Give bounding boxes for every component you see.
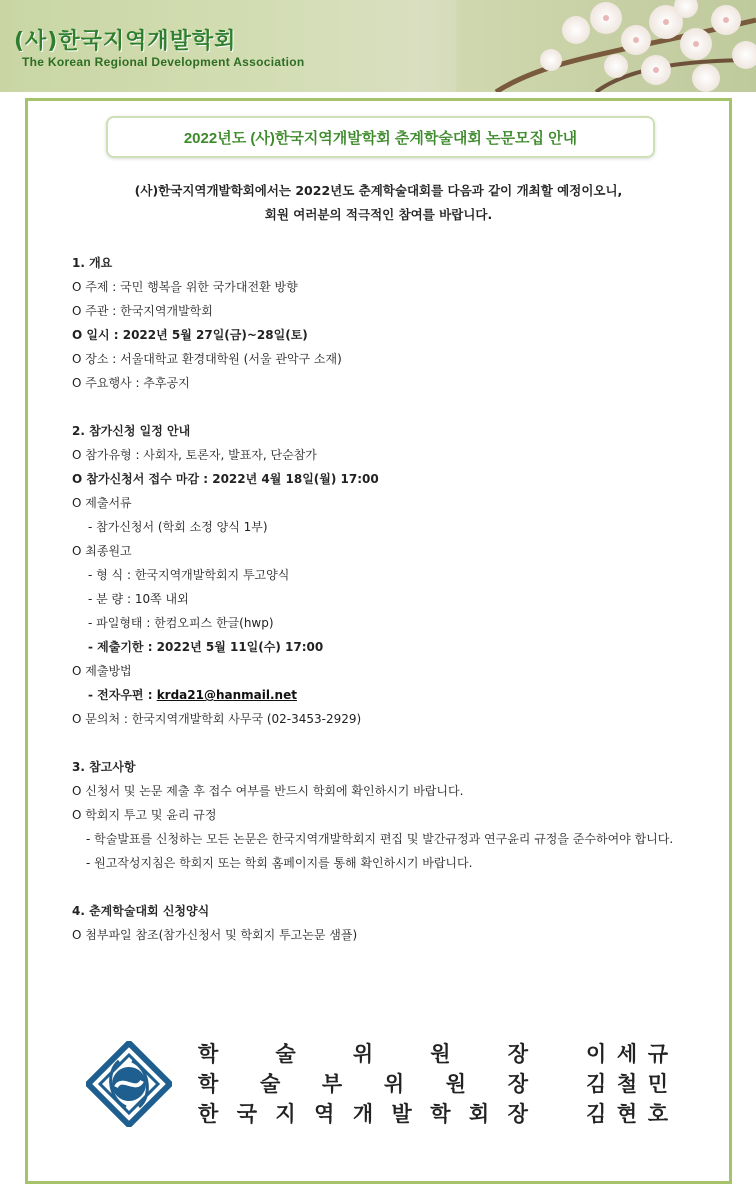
notice-content xyxy=(72,251,702,947)
documents-item: - 참가신청서 (학회 소정 양식 1부) xyxy=(88,520,268,534)
signature-name xyxy=(586,1098,668,1128)
signature-role-char: 학 xyxy=(198,1072,219,1096)
deadline-line: O 참가신청서 접수 마감 : 2022년 4월 18일(월) 17:00 xyxy=(72,472,379,486)
signature-role-char: 발 xyxy=(391,1102,412,1126)
host-line: O 주관 : 한국지역개발학회 xyxy=(72,304,213,318)
section-2-heading: 2. 참가신청 일정 안내 xyxy=(72,424,191,438)
signature-role-char: 장 xyxy=(507,1042,528,1066)
documents-line: O 제출서류 xyxy=(72,496,132,510)
signature-role-char: 위 xyxy=(383,1072,405,1096)
signature-name-char: 호 xyxy=(647,1102,668,1126)
rule-1-line: - 학술발표를 신청하는 모든 논문은 한국지역개발학회지 편집 및 발간규정과 연구윤리 규정을 준수하여야 합니다. xyxy=(86,832,674,846)
contact-line: O 문의처 : 한국지역개발학회 사무국 (02-3453-2929) xyxy=(72,712,362,726)
org-title: (사)한국지역개발학회 xyxy=(14,29,237,54)
length-line: - 분 량 : 10쪽 내외 xyxy=(88,592,189,606)
date-line: O 일시 : 2022년 5월 27일(금)~28일(토) xyxy=(72,328,308,342)
participation-types-line: O 참가유형 : 사회자, 토론자, 발표자, 단순참가 xyxy=(72,448,317,462)
signature-role xyxy=(198,1098,528,1128)
signature-role-char: 원 xyxy=(430,1042,451,1066)
signature-name-char: 현 xyxy=(616,1102,638,1126)
signature-row-3 xyxy=(198,1098,668,1128)
signature-role-char: 장 xyxy=(507,1102,528,1126)
signature-role-char: 술 xyxy=(275,1042,296,1066)
main-event-line: O 주요행사 : 추후공지 xyxy=(72,376,190,390)
rule-2-line: - 원고작성지침은 학회지 또는 학회 홈페이지를 통해 확인하시기 바랍니다. xyxy=(86,856,473,870)
email-label: - 전자우편 : xyxy=(88,688,157,702)
signature-name-char: 김 xyxy=(586,1102,607,1126)
signature-name-char: 이 xyxy=(586,1042,607,1066)
format-line: - 형 식 : 한국지역개발학회지 투고양식 xyxy=(88,568,290,582)
filetype-line: - 파일형태 : 한컴오피스 한글(hwp) xyxy=(88,616,274,630)
ethics-line: O 학회지 투고 및 윤리 규정 xyxy=(72,808,217,822)
email-line xyxy=(72,683,702,707)
attachment-line: O 첨부파일 참조(참가신청서 및 학회지 투고논문 샘플) xyxy=(72,928,358,942)
association-seal-icon xyxy=(86,1041,172,1127)
signature-name-char: 김 xyxy=(586,1072,607,1096)
notice-frame xyxy=(25,98,732,1184)
signature-name-char: 철 xyxy=(616,1072,638,1096)
section-1-heading: 1. 개요 xyxy=(72,256,113,270)
venue-line: O 장소 : 서울대학교 환경대학원 (서울 관악구 소재) xyxy=(72,352,342,366)
signature-role-char: 위 xyxy=(352,1042,374,1066)
signature-name xyxy=(586,1068,668,1098)
confirm-line: O 신청서 및 논문 제출 후 접수 여부를 반드시 학회에 확인하시기 바랍니다. xyxy=(72,784,464,798)
signature-row-2 xyxy=(198,1068,668,1098)
section-3-heading: 3. 참고사항 xyxy=(72,760,136,774)
theme-line: O 주제 : 국민 행복을 위한 국가대전환 방향 xyxy=(72,280,298,294)
signature-role-char: 개 xyxy=(352,1102,374,1126)
signature-role-char: 장 xyxy=(507,1072,528,1096)
final-manuscript-line: O 최종원고 xyxy=(72,544,132,558)
signature-name-char: 민 xyxy=(647,1072,668,1096)
signature-name-char: 규 xyxy=(647,1042,668,1066)
header-banner xyxy=(0,0,756,92)
signature-role-char: 회 xyxy=(468,1102,490,1126)
signature-row-1 xyxy=(198,1038,668,1068)
signature-role-char: 술 xyxy=(259,1072,281,1096)
section-4-heading: 4. 춘계학술대회 신청양식 xyxy=(72,904,210,918)
signature-role-char: 학 xyxy=(430,1102,451,1126)
signature-role-char: 지 xyxy=(275,1102,296,1126)
due-line: - 제출기한 : 2022년 5월 11일(수) 17:00 xyxy=(88,640,324,654)
org-subtitle: The Korean Regional Development Association xyxy=(22,55,305,69)
signature-role xyxy=(198,1068,528,1098)
cherry-blossom-image xyxy=(456,0,756,92)
notice-title-box xyxy=(106,116,655,158)
signature-role xyxy=(198,1038,528,1068)
notice-title: 2022년도 (사)한국지역개발학회 춘계학술대회 논문모집 안내 xyxy=(183,129,578,147)
signature-role-char: 원 xyxy=(445,1072,467,1096)
signature-role-char: 역 xyxy=(314,1102,335,1126)
intro-line-2: 회원 여러분의 적극적인 참여를 바랍니다. xyxy=(264,207,493,222)
signature-role-char: 학 xyxy=(198,1042,219,1066)
signature-role-char: 국 xyxy=(236,1102,257,1126)
email-link[interactable]: krda21@hanmail.net xyxy=(156,688,297,702)
method-line: O 제출방법 xyxy=(72,664,132,678)
intro-line-1: (사)한국지역개발학회에서는 2022년도 춘계학술대회를 다음과 같이 개최할 예정이오니, xyxy=(134,183,623,198)
signature-role-char: 부 xyxy=(321,1072,343,1096)
signature-name xyxy=(586,1038,668,1068)
signature-name-char: 세 xyxy=(616,1042,638,1066)
signature-role-char: 한 xyxy=(198,1102,219,1126)
